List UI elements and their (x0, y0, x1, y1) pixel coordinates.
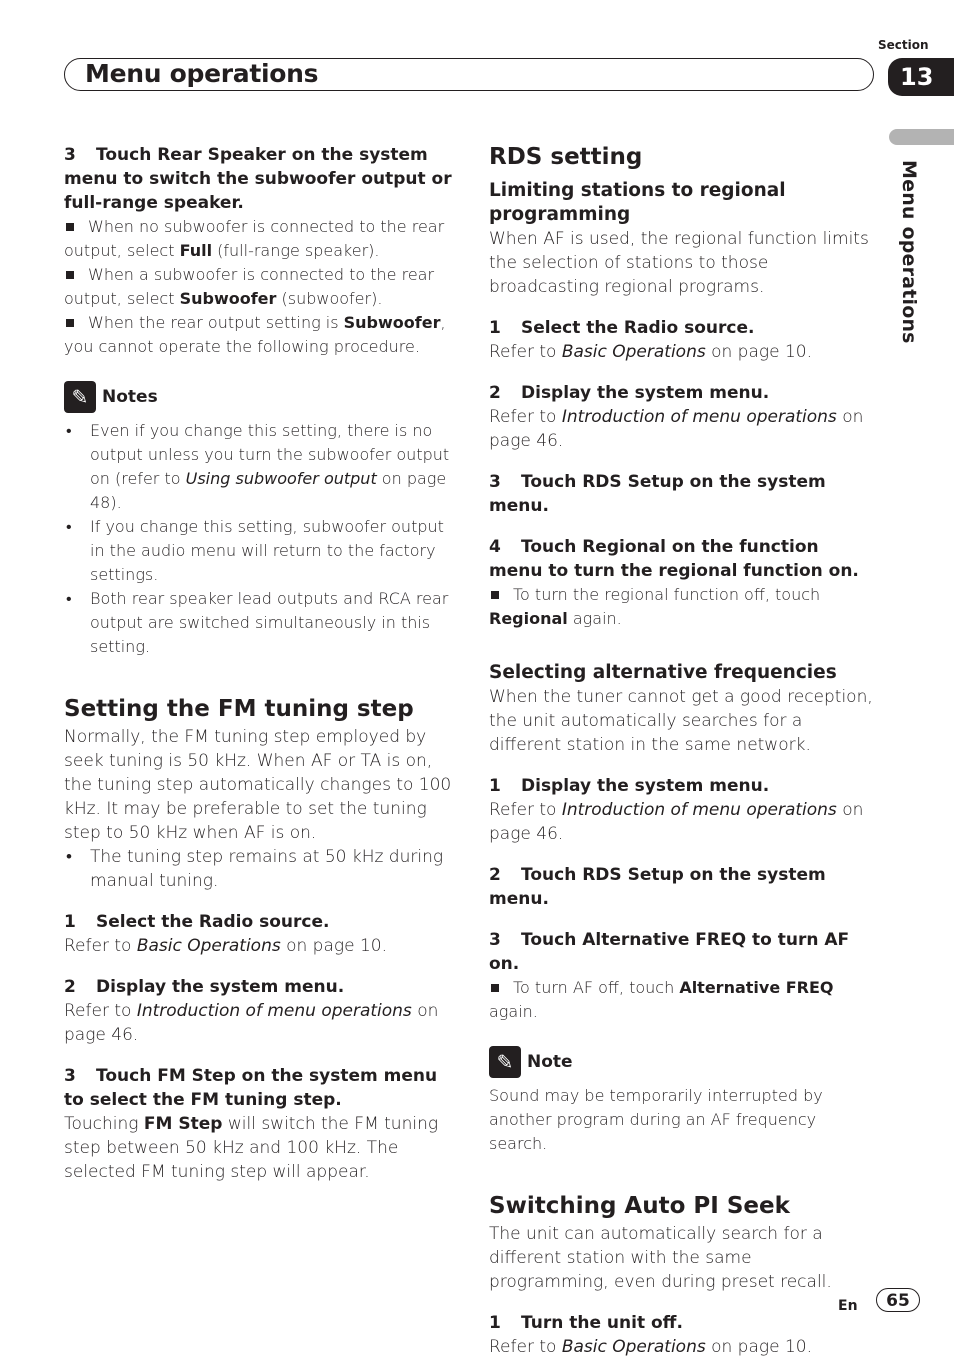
section-heading: Switching Auto PI Seek (489, 1193, 790, 1219)
step-heading: 3 Touch Alternative FREQ to turn AF on. (489, 930, 850, 974)
step-heading: 1 Turn the unit off. (489, 1313, 683, 1333)
paragraph: When the tuner cannot get a good reception, the unit automatically searches for a different station in the same network. (489, 687, 873, 755)
paragraph: Refer to Introduction of menu operations on page 46. (489, 800, 864, 844)
section-label: Section (878, 38, 929, 52)
section-heading: Setting the FM tuning step (64, 696, 414, 722)
step-heading: 2 Display the system menu. (64, 977, 345, 997)
list-item: • If you change this setting, subwoofer output in the audio menu will return to the factory settings. (66, 517, 444, 584)
paragraph: Refer to Introduction of menu operations on page 46. (489, 407, 864, 451)
list-item: • Both rear speaker lead outputs and RCA rear output are switched simultaneously in this setting. (66, 589, 449, 656)
section-heading: RDS setting (489, 144, 643, 170)
language-label: En (838, 1298, 858, 1314)
notes-heading: ✎ Notes (64, 381, 452, 413)
paragraph: The unit can automatically search for a different station with the same programming, even during preset recall. (489, 1224, 832, 1292)
list-item: To turn AF off, touch Alternative FREQ again. (489, 978, 834, 1021)
step-heading: 2 Touch RDS Setup on the system menu. (489, 865, 826, 909)
step-heading: 4 Touch Regional on the function menu to turn the regional function on. (489, 537, 859, 581)
note-heading: ✎ Note (489, 1046, 875, 1078)
square-bullet-icon (491, 984, 499, 992)
square-bullet-icon (66, 319, 74, 327)
side-tab-bar (889, 129, 954, 145)
list-item: When the rear output setting is Subwoofer, you cannot operate the following procedure. (64, 313, 446, 356)
subsection-heading: Selecting alternative frequencies (489, 662, 837, 683)
paragraph: Refer to Introduction of menu operations on page 46. (64, 1001, 439, 1045)
page-number: 65 (876, 1288, 920, 1312)
list-item: To turn the regional function off, touch Regional again. (489, 585, 821, 628)
paragraph: Touching FM Step will switch the FM tuning step between 50 kHz and 100 kHz. The selected FM tuning step will appear. (64, 1114, 439, 1182)
section-number-badge: 13 (888, 58, 954, 96)
subsection-heading: Limiting stations to regional programming (489, 180, 786, 225)
paragraph: Sound may be temporarily interrupted by another program during an AF frequency search. (489, 1086, 823, 1153)
side-tab-label: Menu operations (898, 160, 920, 344)
paragraph: Refer to Basic Operations on page 10. (489, 1337, 812, 1357)
step-heading: 1 Select the Radio source. (489, 318, 755, 338)
square-bullet-icon (491, 591, 499, 599)
page-title: Menu operations (85, 59, 319, 88)
paragraph: Refer to Basic Operations on page 10. (489, 342, 812, 362)
pencil-icon: ✎ (489, 1046, 521, 1078)
list-item: When a subwoofer is connected to the rear output, select Subwoofer (subwoofer). (64, 265, 435, 308)
paragraph: When AF is used, the regional function limits the selection of stations to those broadcasting regional programs. (489, 229, 869, 297)
step-heading: 1 Display the system menu. (489, 776, 770, 796)
list-item: When no subwoofer is connected to the rear output, select Full (full-range speaker). (64, 217, 445, 260)
list-item: • Even if you change this setting, there is no output unless you turn the subwoofer output on (refer to Using subwoofer output on page 48). (66, 421, 450, 512)
left-column (64, 143, 452, 1184)
square-bullet-icon (66, 271, 74, 279)
pencil-icon: ✎ (64, 381, 96, 413)
paragraph: Normally, the FM tuning step employed by seek tuning is 50 kHz. When AF or TA is on, the tuning step automatically changes to 100 kHz. It may be preferable to set the tuning step to 50 kHz when AF is on. (64, 727, 452, 843)
step-heading: 3 Touch RDS Setup on the system menu. (489, 472, 826, 516)
step-heading: 3 Touch Rear Speaker on the system menu to switch the subwoofer output or full-range speaker. (64, 145, 452, 213)
step-heading: 3 Touch FM Step on the system menu to select the FM tuning step. (64, 1066, 438, 1110)
paragraph: Refer to Basic Operations on page 10. (64, 936, 387, 956)
square-bullet-icon (66, 223, 74, 231)
step-heading: 2 Display the system menu. (489, 383, 770, 403)
step-heading: 1 Select the Radio source. (64, 912, 330, 932)
right-column (489, 143, 875, 1359)
list-item: • The tuning step remains at 50 kHz during manual tuning. (66, 847, 444, 891)
